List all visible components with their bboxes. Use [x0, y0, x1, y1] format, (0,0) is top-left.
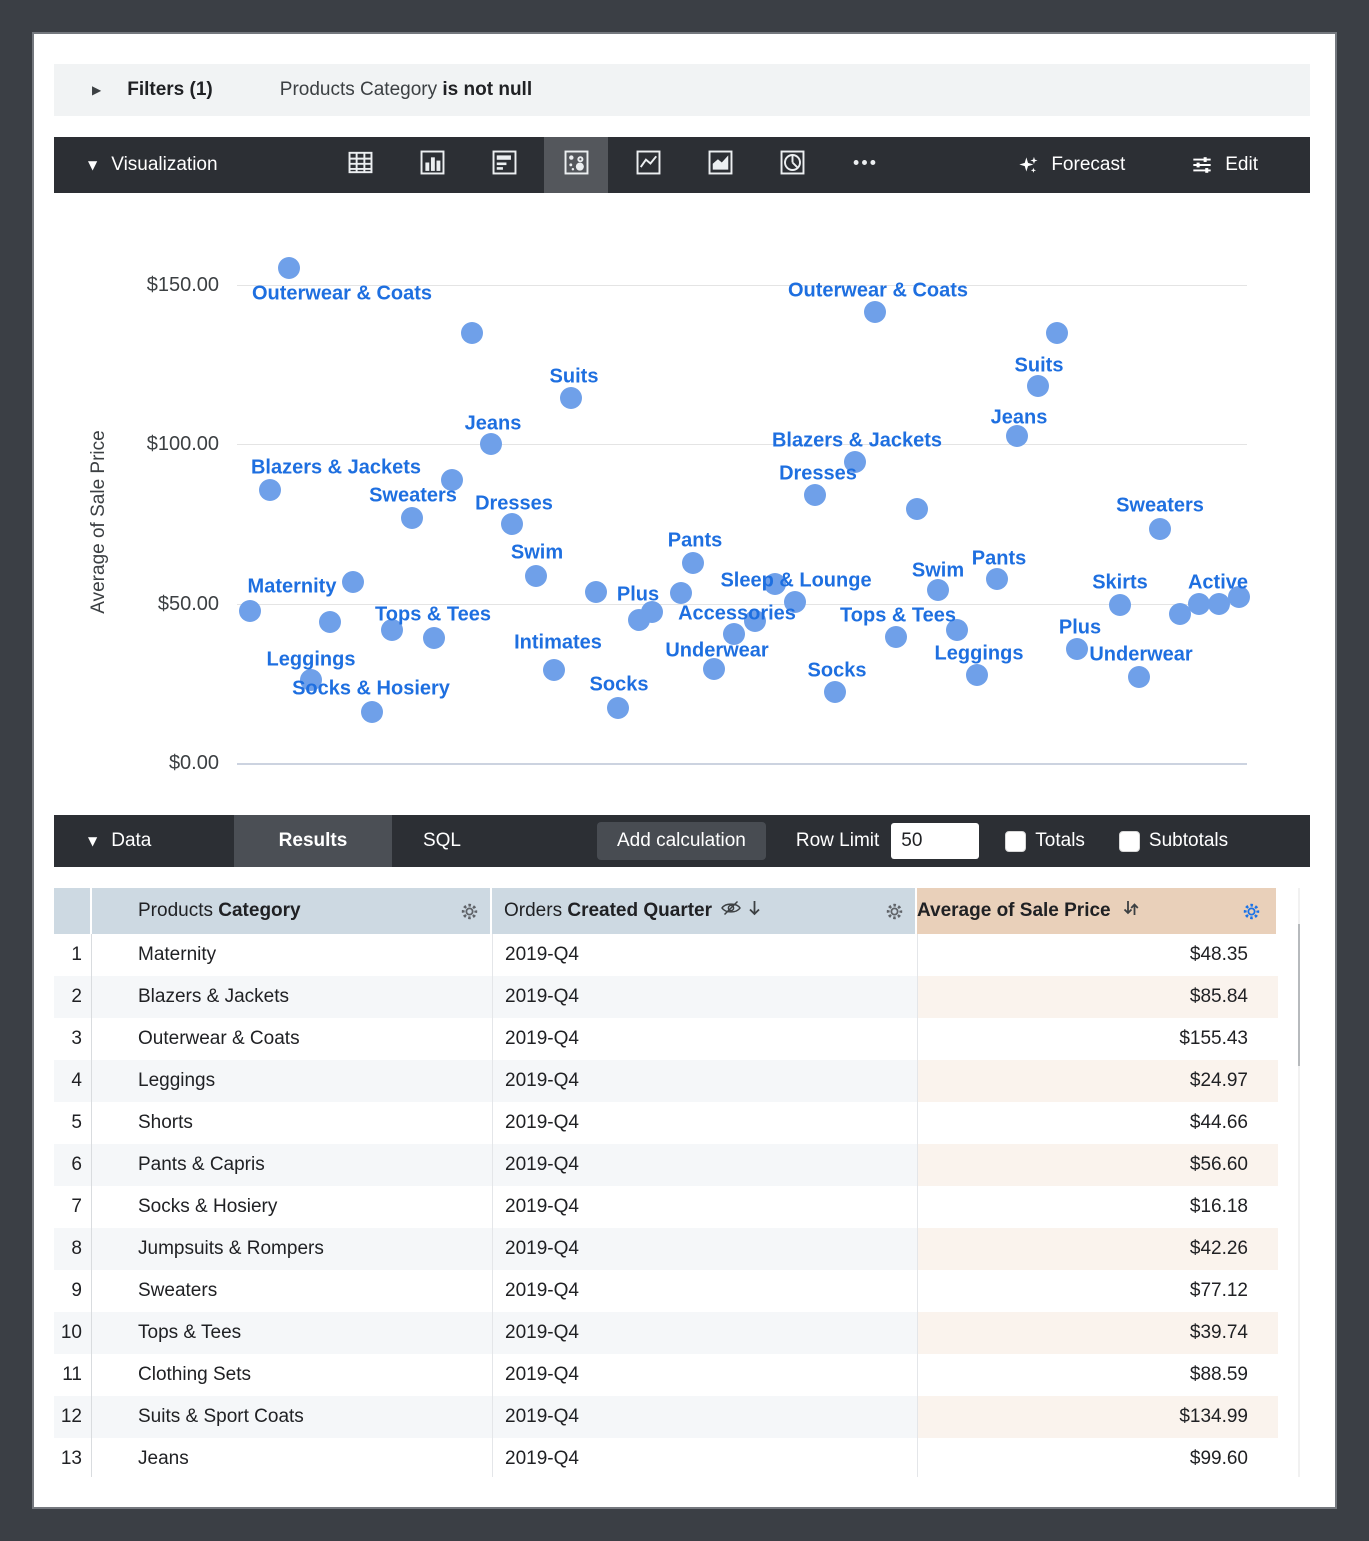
- point-label: Dresses: [475, 492, 553, 515]
- table-row: [54, 1438, 1278, 1477]
- line-chart-button[interactable]: [616, 137, 680, 193]
- data-point-underwear[interactable]: [1128, 666, 1150, 688]
- quarter-cell[interactable]: 2019-Q4: [492, 1060, 917, 1102]
- row-number-cell: 12: [54, 1396, 92, 1438]
- row-number-cell: 13: [54, 1438, 92, 1477]
- table-row: [54, 1144, 1278, 1186]
- gear-icon[interactable]: [459, 901, 480, 922]
- row-number-cell: 2: [54, 976, 92, 1018]
- edit-label: Edit: [1225, 154, 1258, 175]
- row-number-cell: 6: [54, 1144, 92, 1186]
- point-label: Suits: [549, 365, 599, 388]
- row-number-cell: 4: [54, 1060, 92, 1102]
- totals-checkbox-group: [1005, 830, 1085, 852]
- add-calculation-button[interactable]: Add calculation: [597, 822, 766, 860]
- price-cell[interactable]: $85.84: [917, 976, 1278, 1018]
- price-cell[interactable]: $24.97: [917, 1060, 1278, 1102]
- table-row: [54, 1018, 1278, 1060]
- point-label: Pants: [971, 547, 1027, 570]
- data-point-outerwear-coats[interactable]: [864, 301, 886, 323]
- column-header-category[interactable]: [92, 888, 492, 934]
- data-point-pants[interactable]: [986, 568, 1008, 590]
- data-point[interactable]: [1208, 593, 1230, 615]
- collapse-icon: ▼: [88, 834, 98, 848]
- price-cell[interactable]: $42.26: [917, 1228, 1278, 1270]
- point-label: Socks: [807, 659, 867, 682]
- quarter-cell[interactable]: 2019-Q4: [492, 976, 917, 1018]
- forecast-button[interactable]: [1015, 152, 1125, 178]
- price-cell[interactable]: $134.99: [917, 1396, 1278, 1438]
- table-row: [54, 1228, 1278, 1270]
- filter-expression[interactable]: [280, 79, 532, 101]
- data-point[interactable]: [342, 571, 364, 593]
- data-point[interactable]: [319, 611, 341, 633]
- pie-chart-button[interactable]: [760, 137, 824, 193]
- table-row: [54, 976, 1278, 1018]
- point-label: Blazers & Jackets: [250, 456, 422, 479]
- area-chart-icon: [705, 147, 736, 183]
- table-row: [54, 1186, 1278, 1228]
- table-header: [54, 888, 1300, 934]
- table-row: [54, 1396, 1278, 1438]
- column-chart-icon: [417, 147, 448, 183]
- category-cell[interactable]: Blazers & Jackets: [92, 976, 492, 1018]
- quarter-cell[interactable]: 2019-Q4: [492, 1102, 917, 1144]
- point-label: Jeans: [990, 406, 1048, 429]
- visualization-bar: [54, 137, 1310, 193]
- table-row: [54, 1102, 1278, 1144]
- filter-field: Products Category: [279, 79, 438, 100]
- data-point[interactable]: [423, 627, 445, 649]
- forecast-label: Forecast: [1051, 154, 1126, 175]
- category-cell[interactable]: Tops & Tees: [92, 1312, 492, 1354]
- tab-sql[interactable]: SQL: [422, 830, 462, 851]
- area-chart-button[interactable]: [688, 137, 752, 193]
- gridline: [237, 763, 1247, 765]
- visualization-toggle[interactable]: [88, 154, 328, 176]
- table-row: [54, 1354, 1278, 1396]
- data-point-maternity[interactable]: [239, 600, 261, 622]
- point-label: Pants: [667, 529, 723, 552]
- visualization-label: Visualization: [111, 154, 218, 175]
- scatter-chart-button[interactable]: [544, 137, 608, 193]
- data-point-suits[interactable]: [1027, 375, 1049, 397]
- sparkle-icon: [1015, 152, 1041, 178]
- point-label: Dresses: [779, 462, 857, 485]
- sort-desc-arrow-icon[interactable]: [746, 898, 763, 924]
- quarter-cell[interactable]: 2019-Q4: [492, 1018, 917, 1060]
- pie-chart-icon: [777, 147, 808, 183]
- table-body: [54, 934, 1300, 1477]
- row-number-cell: 7: [54, 1186, 92, 1228]
- price-cell[interactable]: $16.18: [917, 1186, 1278, 1228]
- scrollbar-thumb[interactable]: [1298, 924, 1300, 1066]
- tab-results[interactable]: Results: [234, 815, 392, 867]
- point-label: Tops & Tees: [840, 604, 956, 627]
- more-button[interactable]: [832, 137, 896, 193]
- scatter-chart-icon: [561, 147, 592, 183]
- more-icon: [849, 147, 880, 183]
- point-label: Tops & Tees: [375, 603, 491, 626]
- price-cell[interactable]: $44.66: [917, 1102, 1278, 1144]
- row-number-cell: 3: [54, 1018, 92, 1060]
- data-point-skirts[interactable]: [1109, 594, 1131, 616]
- table-row: [54, 1312, 1278, 1354]
- row-number-cell: 11: [54, 1354, 92, 1396]
- data-point[interactable]: [670, 582, 692, 604]
- column-header-created-quarter[interactable]: [492, 888, 917, 934]
- data-point-suits[interactable]: [560, 387, 582, 409]
- data-point-dresses[interactable]: [804, 484, 826, 506]
- data-point-pants[interactable]: [682, 552, 704, 574]
- point-label: Jeans: [464, 412, 522, 435]
- category-cell[interactable]: Suits & Sport Coats: [92, 1396, 492, 1438]
- data-point-leggings[interactable]: [966, 664, 988, 686]
- hidden-eye-icon[interactable]: [720, 898, 742, 924]
- row-limit-input[interactable]: [891, 823, 979, 859]
- data-point-dresses[interactable]: [501, 513, 523, 535]
- gear-icon[interactable]: [1241, 901, 1262, 922]
- price-cell[interactable]: $77.12: [917, 1270, 1278, 1312]
- data-label: Data: [111, 830, 152, 851]
- data-point-socks-hosiery[interactable]: [361, 701, 383, 723]
- header-text: Orders Created Quarter: [504, 900, 713, 921]
- y-tick-label: $50.00: [157, 593, 219, 615]
- data-point-intimates[interactable]: [543, 659, 565, 681]
- y-tick-label: $100.00: [146, 433, 219, 455]
- point-label: Outerwear & Coats: [251, 282, 433, 305]
- data-point-outerwear-coats[interactable]: [278, 257, 300, 279]
- row-number-cell: 1: [54, 934, 92, 976]
- header-icons: [720, 898, 763, 924]
- row-limit-label: Row Limit: [795, 830, 880, 851]
- filter-condition: is not null: [442, 79, 533, 100]
- y-tick-label: $150.00: [146, 274, 219, 296]
- table-icon: [345, 147, 376, 183]
- data-toggle[interactable]: [88, 830, 218, 852]
- y-axis-title: Average of Sale Price: [88, 430, 109, 614]
- data-point-plus[interactable]: [1066, 638, 1088, 660]
- data-point[interactable]: [1188, 593, 1210, 615]
- viz-actions: [1015, 152, 1258, 178]
- point-label: Leggings: [266, 648, 356, 671]
- category-cell[interactable]: Pants & Capris: [92, 1144, 492, 1186]
- table-button[interactable]: [328, 137, 392, 193]
- totals-checkbox[interactable]: [1005, 831, 1026, 852]
- quarter-cell[interactable]: 2019-Q4: [492, 1312, 917, 1354]
- content-card: [32, 32, 1337, 1509]
- column-header-rownum: [54, 888, 92, 934]
- data-point[interactable]: [461, 322, 483, 344]
- data-point-jeans[interactable]: [480, 433, 502, 455]
- data-point[interactable]: [1046, 322, 1068, 344]
- price-cell[interactable]: $99.60: [917, 1438, 1278, 1477]
- swap-vert-icon[interactable]: [1119, 897, 1143, 925]
- category-cell[interactable]: Socks & Hosiery: [138, 1196, 278, 1217]
- quarter-cell[interactable]: 2019-Q4: [492, 1228, 917, 1270]
- gridline: [237, 444, 1247, 445]
- point-label: Socks: [589, 673, 649, 696]
- header-row: [54, 888, 1278, 934]
- data-bar: [54, 815, 1310, 867]
- header-icons: [1119, 897, 1143, 925]
- header-text: Average of Sale Price: [917, 900, 1111, 921]
- category-cell[interactable]: Jeans: [138, 1448, 189, 1469]
- point-label: Sweaters: [1116, 494, 1204, 517]
- point-label: Outerwear & Coats: [787, 279, 969, 302]
- data-point-socks[interactable]: [824, 681, 846, 703]
- point-label: Socks & Hosiery: [292, 677, 450, 700]
- filters-bar: [54, 64, 1310, 116]
- point-label: Underwear: [1089, 643, 1193, 666]
- row-number-cell: 5: [54, 1102, 92, 1144]
- table-row: [54, 1270, 1278, 1312]
- results-table: [54, 888, 1300, 1477]
- row-number-cell: 8: [54, 1228, 92, 1270]
- quarter-cell[interactable]: 2019-Q4: [492, 1438, 917, 1477]
- totals-checkboxes: [1005, 830, 1228, 852]
- header-text: Products Category: [138, 900, 301, 921]
- point-label: Skirts: [1092, 571, 1148, 594]
- column-header-average-of-sale-price[interactable]: [917, 888, 1278, 934]
- price-cell[interactable]: $48.35: [917, 934, 1278, 976]
- category-cell[interactable]: Outerwear & Coats: [138, 1028, 300, 1049]
- category-cell[interactable]: Leggings: [92, 1060, 492, 1102]
- table-row: [54, 934, 1278, 976]
- gear-icon[interactable]: [884, 901, 905, 922]
- line-chart-icon: [633, 147, 664, 183]
- bar-chart-button[interactable]: [472, 137, 536, 193]
- column-chart-button[interactable]: [400, 137, 464, 193]
- point-label: Leggings: [934, 642, 1024, 665]
- point-label: Intimates: [514, 631, 602, 654]
- point-label: Underwear: [665, 639, 769, 662]
- price-cell[interactable]: $39.74: [917, 1312, 1278, 1354]
- data-point-sweaters[interactable]: [401, 507, 423, 529]
- y-axis-ticks: [54, 242, 227, 803]
- point-label: Accessories: [678, 602, 796, 625]
- point-label: Plus: [616, 583, 660, 606]
- filters-expand-icon[interactable]: ▶: [92, 83, 102, 97]
- data-point-blazers-jackets[interactable]: [259, 479, 281, 501]
- point-label: Active: [1187, 571, 1249, 594]
- table-row: [54, 1060, 1278, 1102]
- point-label: Swim: [510, 541, 564, 564]
- row-number-cell: 9: [54, 1270, 92, 1312]
- scatter-plot: [237, 242, 1247, 803]
- quarter-cell[interactable]: 2019-Q4: [492, 934, 917, 976]
- point-label: Swim: [911, 559, 965, 582]
- category-cell[interactable]: Maternity: [138, 944, 217, 965]
- quarter-cell[interactable]: 2019-Q4: [492, 1144, 917, 1186]
- data-point-sweaters[interactable]: [1149, 518, 1171, 540]
- point-label: Plus: [1058, 616, 1102, 639]
- filters-section-label[interactable]: Filters (1): [127, 79, 213, 100]
- row-number-cell: 10: [54, 1312, 92, 1354]
- category-cell[interactable]: Sweaters: [138, 1280, 218, 1301]
- quarter-cell[interactable]: 2019-Q4: [492, 1396, 917, 1438]
- table-scrollbar[interactable]: [1298, 888, 1300, 1477]
- point-label: Sweaters: [369, 484, 457, 507]
- totals-label: Totals: [1035, 830, 1085, 851]
- quarter-cell[interactable]: 2019-Q4: [492, 1186, 917, 1228]
- y-tick-label: $0.00: [168, 752, 219, 774]
- subtotals-checkbox[interactable]: [1119, 831, 1140, 852]
- chart-type-buttons: [328, 137, 896, 193]
- data-tabs: [218, 815, 492, 867]
- tune-icon: [1189, 152, 1215, 178]
- category-cell[interactable]: Shorts: [138, 1112, 193, 1133]
- category-cell[interactable]: Clothing Sets: [138, 1364, 252, 1385]
- bar-chart-icon: [489, 147, 520, 183]
- data-point[interactable]: [906, 498, 928, 520]
- collapse-icon: ▼: [88, 158, 98, 172]
- point-label: Blazers & Jackets: [771, 429, 943, 452]
- data-point[interactable]: [585, 581, 607, 603]
- subtotals-label: Subtotals: [1148, 830, 1229, 851]
- edit-button[interactable]: [1189, 152, 1258, 178]
- price-cell[interactable]: $56.60: [917, 1144, 1278, 1186]
- data-point-socks[interactable]: [607, 697, 629, 719]
- price-cell[interactable]: $88.59: [917, 1354, 1278, 1396]
- point-label: Maternity: [247, 575, 337, 598]
- category-cell[interactable]: Jumpsuits & Rompers: [92, 1228, 492, 1270]
- price-cell[interactable]: $155.43: [917, 1018, 1278, 1060]
- point-label: Suits: [1014, 354, 1064, 377]
- subtotals-checkbox-group: [1119, 830, 1228, 852]
- quarter-cell[interactable]: 2019-Q4: [492, 1270, 917, 1312]
- quarter-cell[interactable]: 2019-Q4: [492, 1354, 917, 1396]
- data-point-swim[interactable]: [525, 565, 547, 587]
- data-point-tops-tees[interactable]: [885, 626, 907, 648]
- point-label: Sleep & Lounge: [720, 569, 872, 592]
